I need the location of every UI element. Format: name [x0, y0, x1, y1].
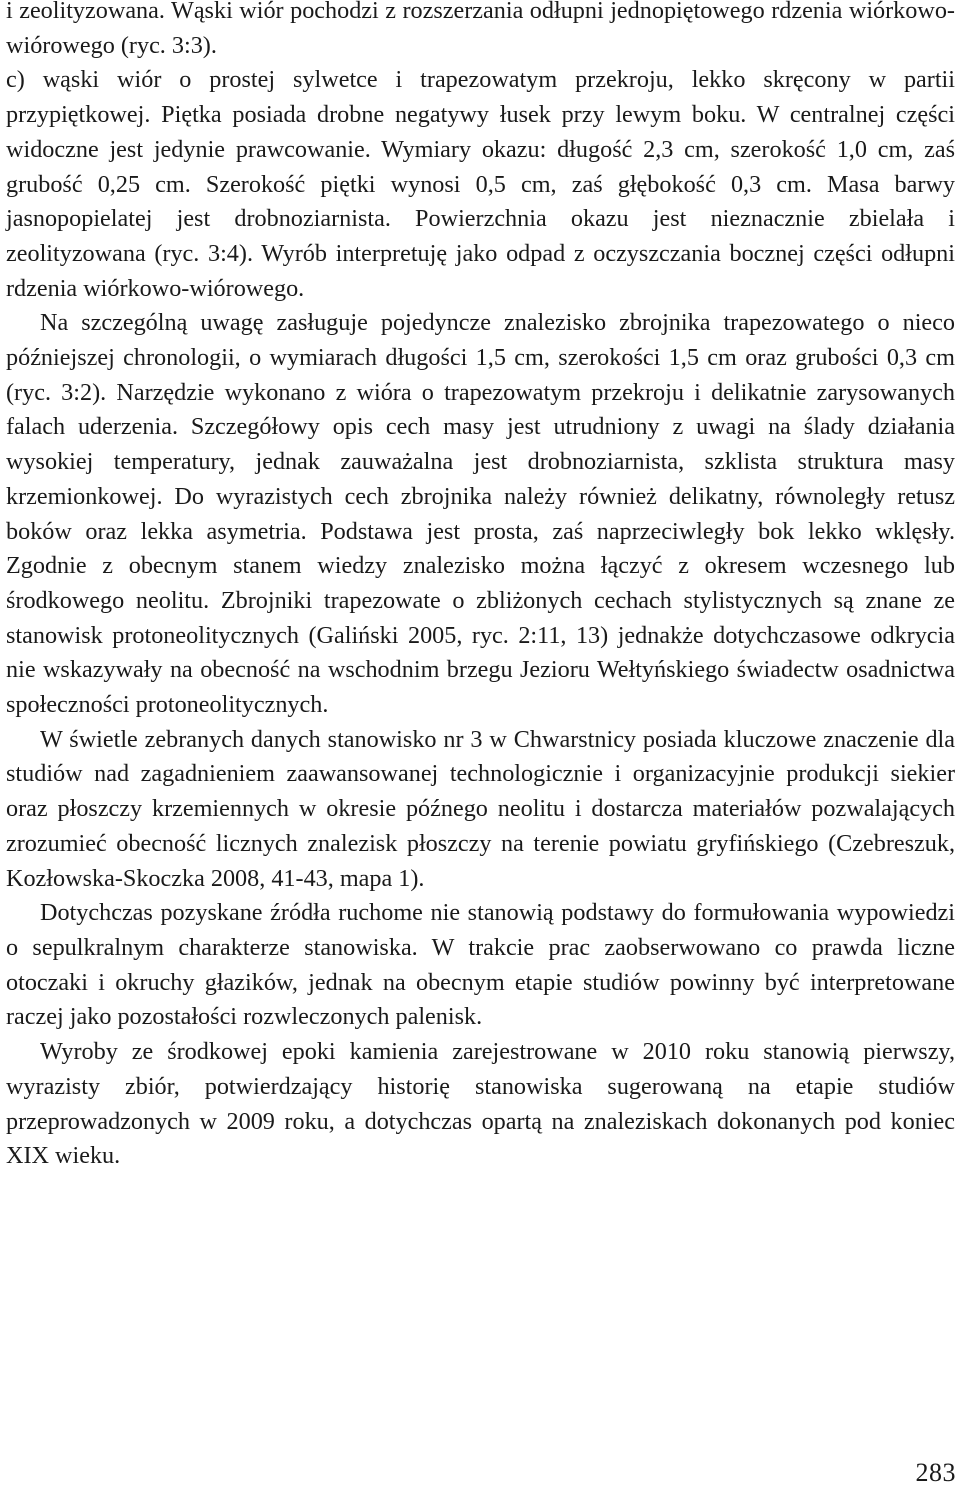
paragraph-trapezoid-microlith: Na szczególną uwagę zasługuje pojedyncze znalezisko zbrojnika trapezowatego o nieco późniejszej chronologii, o wymiarach długości 1,5 cm, szerokości 1,5 cm oraz grubości 0,3 cm (ryc. 3:2). Narzędzie wykonano z wióra o trapezowatym przekroju i delikatnie zarysowanych falach uderzenia. Szczegółowy opis cech masy jest utrudniony z uwagi na ślady działania wysokiej temperatury, jednak zauważalna jest drobnoziarnista, szklista struktura masy krzemionkowej. Do wyrazistych cech zbrojnika należy również delikatny, równoległy retusz boków oraz lekka asymetria. Podstawa jest prosta, zaś naprzeciwległy bok lekko wklęsły. Zgodnie z obecnym stanem wiedzy znalezisko można łączyć z okresem wczesnego lub środkowego neolitu. Zbrojniki trapezowate o zbliżonych cechach stylistycznych są znane ze stanowisk protoneolitycznych (Galiński 2005, ryc. 2:11, 13) jednakże dotychczasowe odkrycia nie wskazywały na obecność na wschodnim brzegu Jezioru Wełtyńskiego świadectw osadnictwa społeczności protoneolitycznych. [6, 309, 955, 719]
paragraph-continuation: i zeolityzowana. Wąski wiór pochodzi z rozszerzania odłupni jednopiętowego rdzenia wiórkowo-wiórowego (ryc. 3:3). [6, 0, 955, 59]
page-number: 283 [915, 1458, 956, 1487]
body-text [6, 0, 955, 1174]
paragraph-item-c: c) wąski wiór o prostej sylwetce i trapezowatym przekroju, lekko skręcony w partii przypiętkowej. Piętka posiada drobne negatywy łusek przy lewym boku. W centralnej części widoczne jest jedynie prawcowanie. Wymiary okazu: długość 2,3 cm, szerokość 1,0 cm, zaś grubość 0,25 cm. Szerokość piętki wynosi 0,5 cm, zaś głębokość 0,3 cm. Masa barwy jasnopopielatej jest drobnoziarnista. Powierzchnia okazu jest nieznacznie zbielała i zeolityzowana (ryc. 3:4). Wyrób interpretuję jako odpad z oczyszczania bocznej części odłupni rdzenia wiórkowo-wiórowego. [6, 66, 955, 302]
paragraph-site-significance: W świetle zebranych danych stanowisko nr 3 w Chwarstnicy posiada kluczowe znaczenie dla studiów nad zagadnieniem zaawansowanej technologicznie i organizacyjnie produkcji siekier oraz płoszczy krzemiennych w okresie późnego neolitu i dostarcza materiałów pozwalających zrozumieć obecność licznych znalezisk płoszczy na terenie powiatu gryfińskiego (Czebreszuk, Kozłowska-Skoczka 2008, 41-43, mapa 1). [6, 725, 955, 892]
paragraph-conclusion: Wyroby ze środkowej epoki kamienia zarejestrowane w 2010 roku stanowią pierwszy, wyrazisty zbiór, potwierdzający historię stanowiska sugerowaną na etapie studiów przeprowadzonych w 2009 roku, a dotychczas opartą na znaleziskach dokonanych pod koniec XIX wieku. [6, 1038, 955, 1170]
paragraph-sepulchral: Dotychczas pozyskane źródła ruchome nie stanowią podstawy do formułowania wypowiedzi o sepulkralnym charakterze stanowiska. W trakcie prac zaobserwowano co prawda liczne otoczaki i okruchy głazików, jednak na obecnym etapie studiów powinny być interpretowane raczej jako pozostałości rozwleczonych palenisk. [6, 899, 955, 1031]
